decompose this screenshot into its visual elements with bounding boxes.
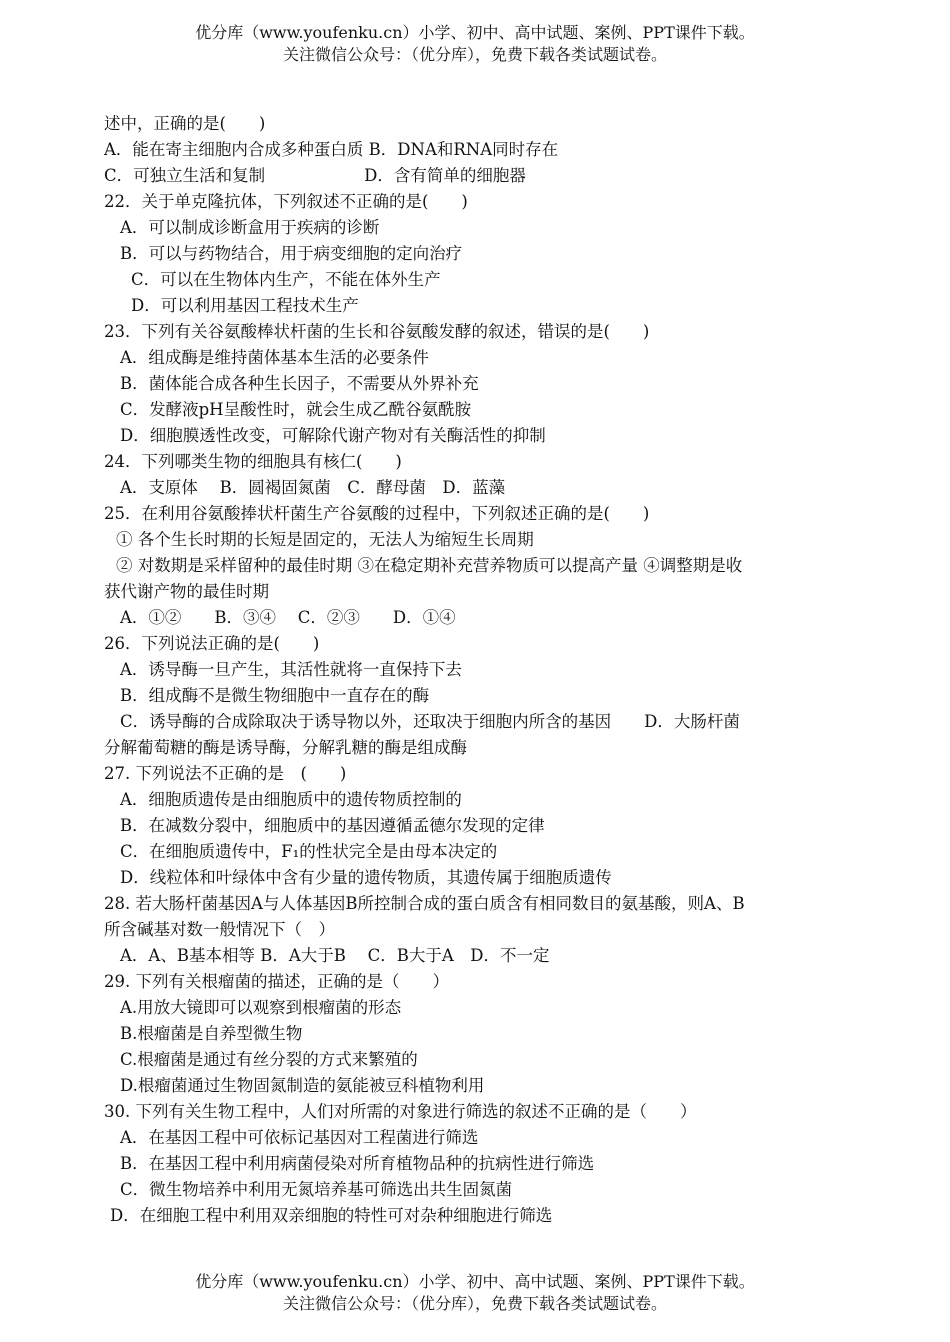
option-line: D．在细胞工程中利用双亲细胞的特性可对杂种细胞进行筛选	[110, 1206, 553, 1225]
option-line: A．诱导酶一旦产生，其活性就将一直保持下去	[120, 660, 462, 679]
option-line: B．可以与药物结合，用于病变细胞的定向治疗	[120, 244, 463, 263]
option-line: D.根瘤菌通过生物固氮制造的氨能被豆科植物利用	[120, 1076, 485, 1095]
option-line: B．在减数分裂中，细胞质中的基因遵循孟德尔发现的定律	[120, 816, 545, 835]
option-line: B.根瘤菌是自养型微生物	[120, 1024, 303, 1043]
question-29: 29. 下列有关根瘤菌的描述，正确的是（ ）	[104, 972, 449, 991]
option-line: 分解葡萄糖的酶是诱导酶，分解乳糖的酶是组成酶	[104, 738, 467, 757]
text-line: 述中，正确的是( )	[104, 114, 266, 133]
page-header	[0, 22, 950, 66]
option-line: D．可以利用基因工程技术生产	[131, 296, 359, 315]
option-line: D．细胞膜透性改变，可解除代谢产物对有关酶活性的抑制	[120, 426, 546, 445]
footer-line-1: 优分库（www.youfenku.cn）小学、初中、高中试题、案例、PPT课件下载。	[195, 1272, 755, 1291]
question-24: 24．下列哪类生物的细胞具有核仁( )	[104, 452, 402, 471]
option-line: C．微生物培养中利用无氮培养基可筛选出共生固氮菌	[120, 1180, 513, 1199]
question-30: 30. 下列有关生物工程中，人们对所需的对象进行筛选的叙述不正确的是（ ）	[104, 1102, 697, 1121]
option-line: A．①② B．③④ C．②③ D．①④	[120, 608, 456, 627]
statement-line: 获代谢产物的最佳时期	[104, 582, 269, 601]
option-line: B．菌体能合成各种生长因子，不需要从外界补充	[120, 374, 479, 393]
option-line: C．发酵液pH呈酸性时，就会生成乙酰谷氨酰胺	[120, 400, 472, 419]
header-line-1: 优分库（www.youfenku.cn）小学、初中、高中试题、案例、PPT课件下载。	[195, 23, 755, 42]
question-23: 23．下列有关谷氨酸棒状杆菌的生长和谷氨酸发酵的叙述，错误的是( )	[104, 322, 650, 341]
option-line: A．支原体 B．圆褐固氮菌 C．酵母菌 D．蓝藻	[120, 478, 506, 497]
text-line: A．能在寄主细胞内合成多种蛋白质 B．DNA和RNA同时存在	[104, 140, 559, 159]
question-27: 27. 下列说法不正确的是 ( )	[104, 764, 347, 783]
option-line: C．诱导酶的合成除取决于诱导物以外，还取决于细胞内所含的基因 D．大肠杆菌	[120, 712, 740, 731]
option-line: A．可以制成诊断盒用于疾病的诊断	[120, 218, 380, 237]
option-line: B．组成酶不是微生物细胞中一直存在的酶	[120, 686, 430, 705]
statement-line: ① 各个生长时期的长短是固定的，无法人为缩短生长周期	[116, 530, 534, 549]
option-line: B．在基因工程中利用病菌侵染对所育植物品种的抗病性进行筛选	[120, 1154, 595, 1173]
page-footer	[0, 1271, 950, 1315]
statement-line: ② 对数期是采样留种的最佳时期 ③在稳定期补充营养物质可以提高产量 ④调整期是收	[116, 556, 743, 575]
option-line: A．细胞质遗传是由细胞质中的遗传物质控制的	[120, 790, 462, 809]
option-line: A．组成酶是维持菌体基本生活的必要条件	[120, 348, 429, 367]
option-line: C．在细胞质遗传中，F₁的性状完全是由母本决定的	[120, 842, 498, 861]
option-line: D．线粒体和叶绿体中含有少量的遗传物质，其遗传属于细胞质遗传	[120, 868, 612, 887]
option-line: C.根瘤菌是通过有丝分裂的方式来繁殖的	[120, 1050, 418, 1069]
option-line: A.用放大镜即可以观察到根瘤菌的形态	[120, 998, 402, 1017]
question-22: 22．关于单克隆抗体，下列叙述不正确的是( )	[104, 192, 468, 211]
question-26: 26．下列说法正确的是( )	[104, 634, 320, 653]
header-line-2: 关注微信公众号：（优分库），免费下载各类试题试卷。	[282, 45, 667, 64]
question-25: 25．在利用谷氨酸捧状杆菌生产谷氨酸的过程中，下列叙述正确的是( )	[104, 504, 650, 523]
text-line: C．可独立生活和复制 D．含有简单的细胞器	[104, 166, 526, 185]
option-line: A．在基因工程中可依标记基因对工程菌进行筛选	[120, 1128, 479, 1147]
footer-line-2: 关注微信公众号：（优分库），免费下载各类试题试卷。	[282, 1294, 667, 1313]
option-line: C．可以在生物体内生产，不能在体外生产	[131, 270, 441, 289]
option-line: A．A、B基本相等 B．A大于B C．B大于A D．不一定	[120, 946, 550, 965]
question-28: 28. 若大肠杆菌基因A与人体基因B所控制合成的蛋白质含有相同数目的氨基酸，则A、B	[104, 894, 745, 913]
question-28-cont: 所含碱基对数一般情况下（ ）	[104, 920, 335, 939]
